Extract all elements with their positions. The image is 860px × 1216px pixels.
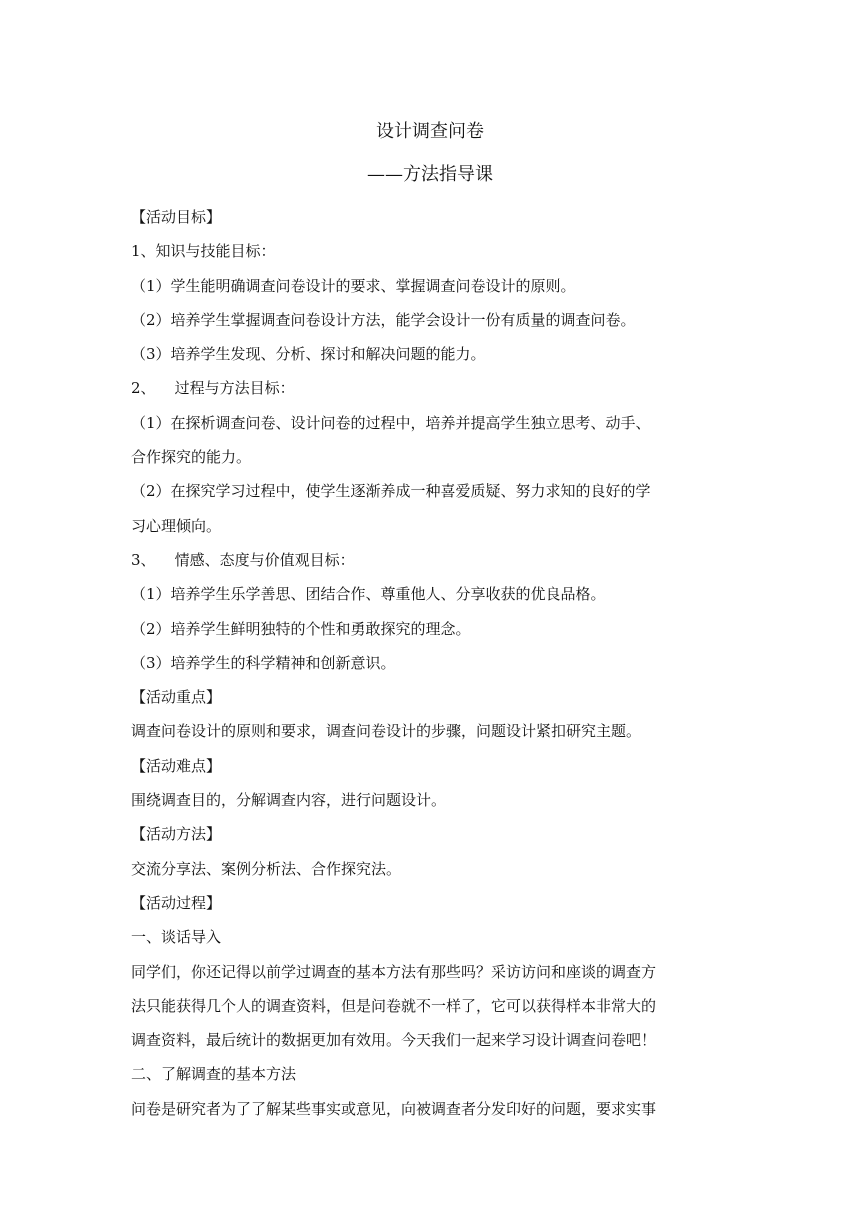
goal-2-item-2-line-1: （2）在探究学习过程中，使学生逐渐养成一种喜爱质疑、努力求知的良好的学 xyxy=(131,482,651,501)
document-title: 设计调查问卷 xyxy=(376,121,484,142)
goal-1-heading: 1、知识与技能目标： xyxy=(131,242,276,261)
process-step-2-heading: 二、了解调查的基本方法 xyxy=(131,1065,297,1084)
goal-1-item-1: （1）学生能明确调查问卷设计的要求、掌握调查问卷设计的原则。 xyxy=(131,276,576,295)
goal-2-item-1-line-1: （1）在探析调查问卷、设计问卷的过程中，培养并提高学生独立思考、动手、 xyxy=(131,413,651,432)
section-heading-key-points: 【活动重点】 xyxy=(131,688,222,707)
section-heading-difficulties: 【活动难点】 xyxy=(131,756,222,775)
goal-2-item-2-line-2: 习心理倾向。 xyxy=(131,516,222,535)
section-heading-methods: 【活动方法】 xyxy=(131,825,222,844)
goal-3-item-1: （1）培养学生乐学善思、团结合作、尊重他人、分享收获的优良品格。 xyxy=(131,585,606,604)
methods-text: 交流分享法、案例分析法、合作探究法。 xyxy=(131,859,402,878)
process-step-1-text-line-2: 法只能获得几个人的调查资料，但是问卷就不一样了，它可以获得样本非常大的 xyxy=(131,996,657,1015)
section-heading-goals: 【活动目标】 xyxy=(131,208,222,226)
document-subtitle: ——方法指导课 xyxy=(367,164,493,185)
goal-3-item-2: （2）培养学生鲜明独特的个性和勇敢探究的理念。 xyxy=(131,619,471,638)
section-heading-process: 【活动过程】 xyxy=(131,893,222,912)
goal-2-item-1-line-2: 合作探究的能力。 xyxy=(131,448,252,467)
goal-2-heading: 2、 过程与方法目标： xyxy=(131,379,295,398)
process-step-1-heading: 一、谈话导入 xyxy=(131,928,222,947)
goal-3-heading: 3、 情感、态度与价值观目标： xyxy=(131,550,355,569)
document-body xyxy=(131,200,736,1126)
goal-1-item-2: （2）培养学生掌握调查问卷设计方法，能学会设计一份有质量的调查问卷。 xyxy=(131,310,636,329)
goal-1-item-3: （3）培养学生发现、分析、探讨和解决问题的能力。 xyxy=(131,345,486,364)
process-step-1-text-line-1: 同学们，你还记得以前学过调查的基本方法有那些吗？采访访问和座谈的调查方 xyxy=(131,962,657,981)
goal-3-item-3: （3）培养学生的科学精神和创新意识。 xyxy=(131,653,396,672)
difficulties-text: 围绕调查目的，分解调查内容，进行问题设计。 xyxy=(131,791,447,810)
key-points-text: 调查问卷设计的原则和要求，调查问卷设计的步骤，问题设计紧扣研究主题。 xyxy=(131,722,642,741)
process-step-2-text-line-1: 问卷是研究者为了了解某些事实或意见，向被调查者分发印好的问题，要求实事 xyxy=(131,1099,657,1118)
process-step-1-text-line-3: 调查资料，最后统计的数据更加有效用。今天我们一起来学习设计调查问卷吧！ xyxy=(131,1031,657,1050)
